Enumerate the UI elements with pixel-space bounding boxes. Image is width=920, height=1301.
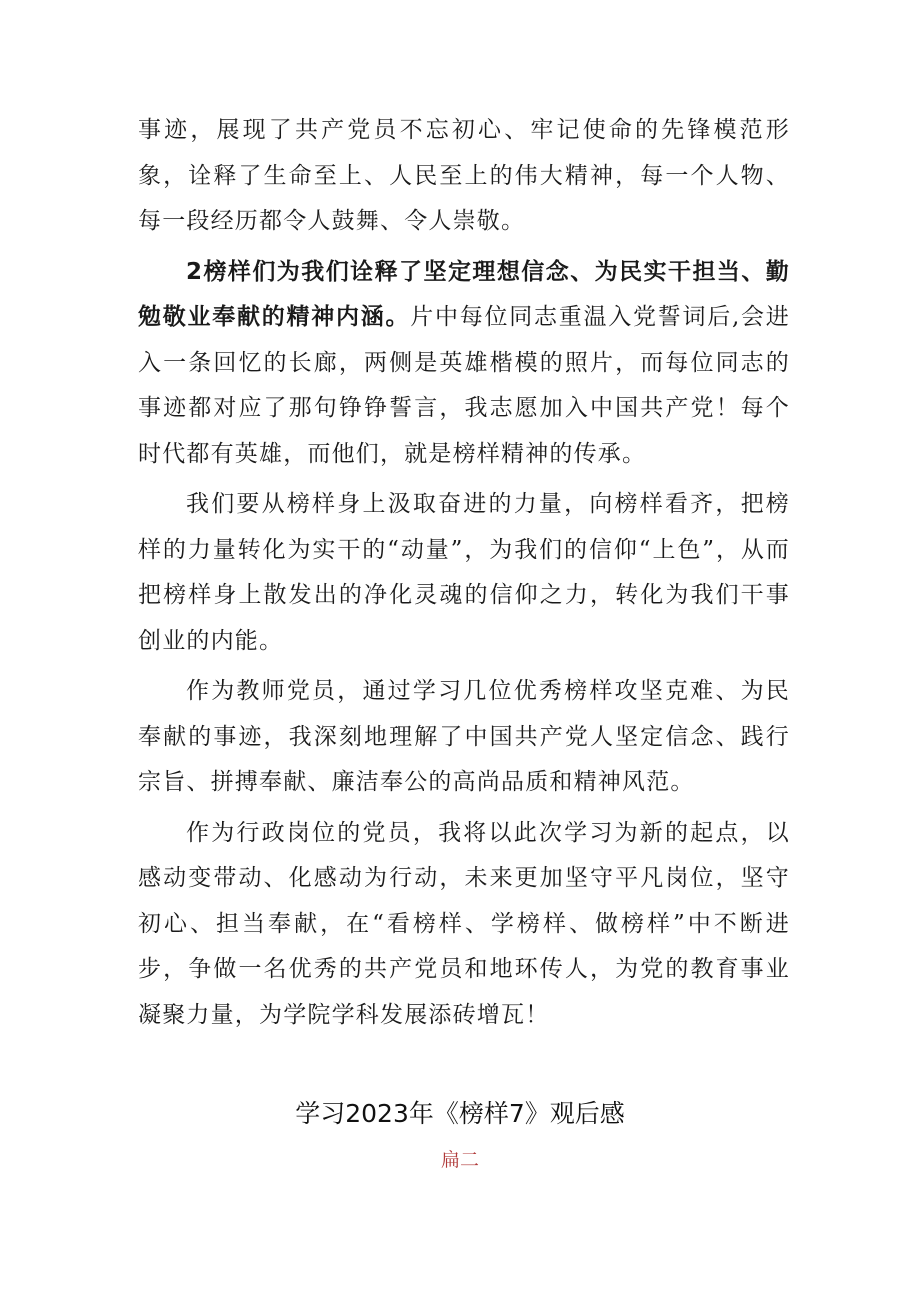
paragraph-2-text: 片中每位同志重温入党誓词后,会进入一条回忆的长廊，两侧是英雄楷模的照片，而每位同志的事迹都对应了那句铮铮誓言，我志愿加入中国共产党！每个时代都有英雄，而他们，就是榜样精神的传承。 — [138, 304, 791, 467]
paragraph-1: 事迹，展现了共产党员不忘初心、牢记使命的先锋模范形象，诠释了生命至上、人民至上的伟大精神，每一个人物、每一段经历都令人鼓舞、令人崇敬。 — [138, 117, 790, 234]
paragraph-4: 作为教师党员，通过学习几位优秀榜样攻坚克难、为民奉献的事迹，我深刻地理解了中国共产党人坚定信念、践行宗旨、拼搏奉献、廉洁奉公的高尚品质和精神风范。 — [138, 678, 790, 795]
paragraph-2-heading: 2榜样们为我们诠释了坚定理想信念、为民实干担当、勤勉敬业奉献的精神内涵。 — [138, 258, 790, 330]
section-subtitle: 扁二 — [440, 1149, 479, 1171]
paragraph-5: 作为行政岗位的党员，我将以此次学习为新的起点，以感动变带动、化感动为行动，未来更加坚守平凡岗位，坚守初心、担当奉献，在“看榜样、学榜样、做榜样”中不断进步，争做一名优秀的共产党员和地环传人，为党的教育事业凝聚力量，为学院学科发展添砖增瓦！ — [138, 819, 790, 1028]
section-title: 学习2023年《榜样7》观后感 — [295, 1099, 625, 1128]
paragraph-3: 我们要从榜样身上汲取奋进的力量，向榜样看齐，把榜样的力量转化为实干的“动量”，为我们的信仰“上色”，从而把榜样身上散发出的净化灵魂的信仰之力，转化为我们干事创业的内能。 — [138, 491, 790, 654]
paragraph-2 — [138, 250, 790, 478]
document-body — [138, 108, 790, 1038]
